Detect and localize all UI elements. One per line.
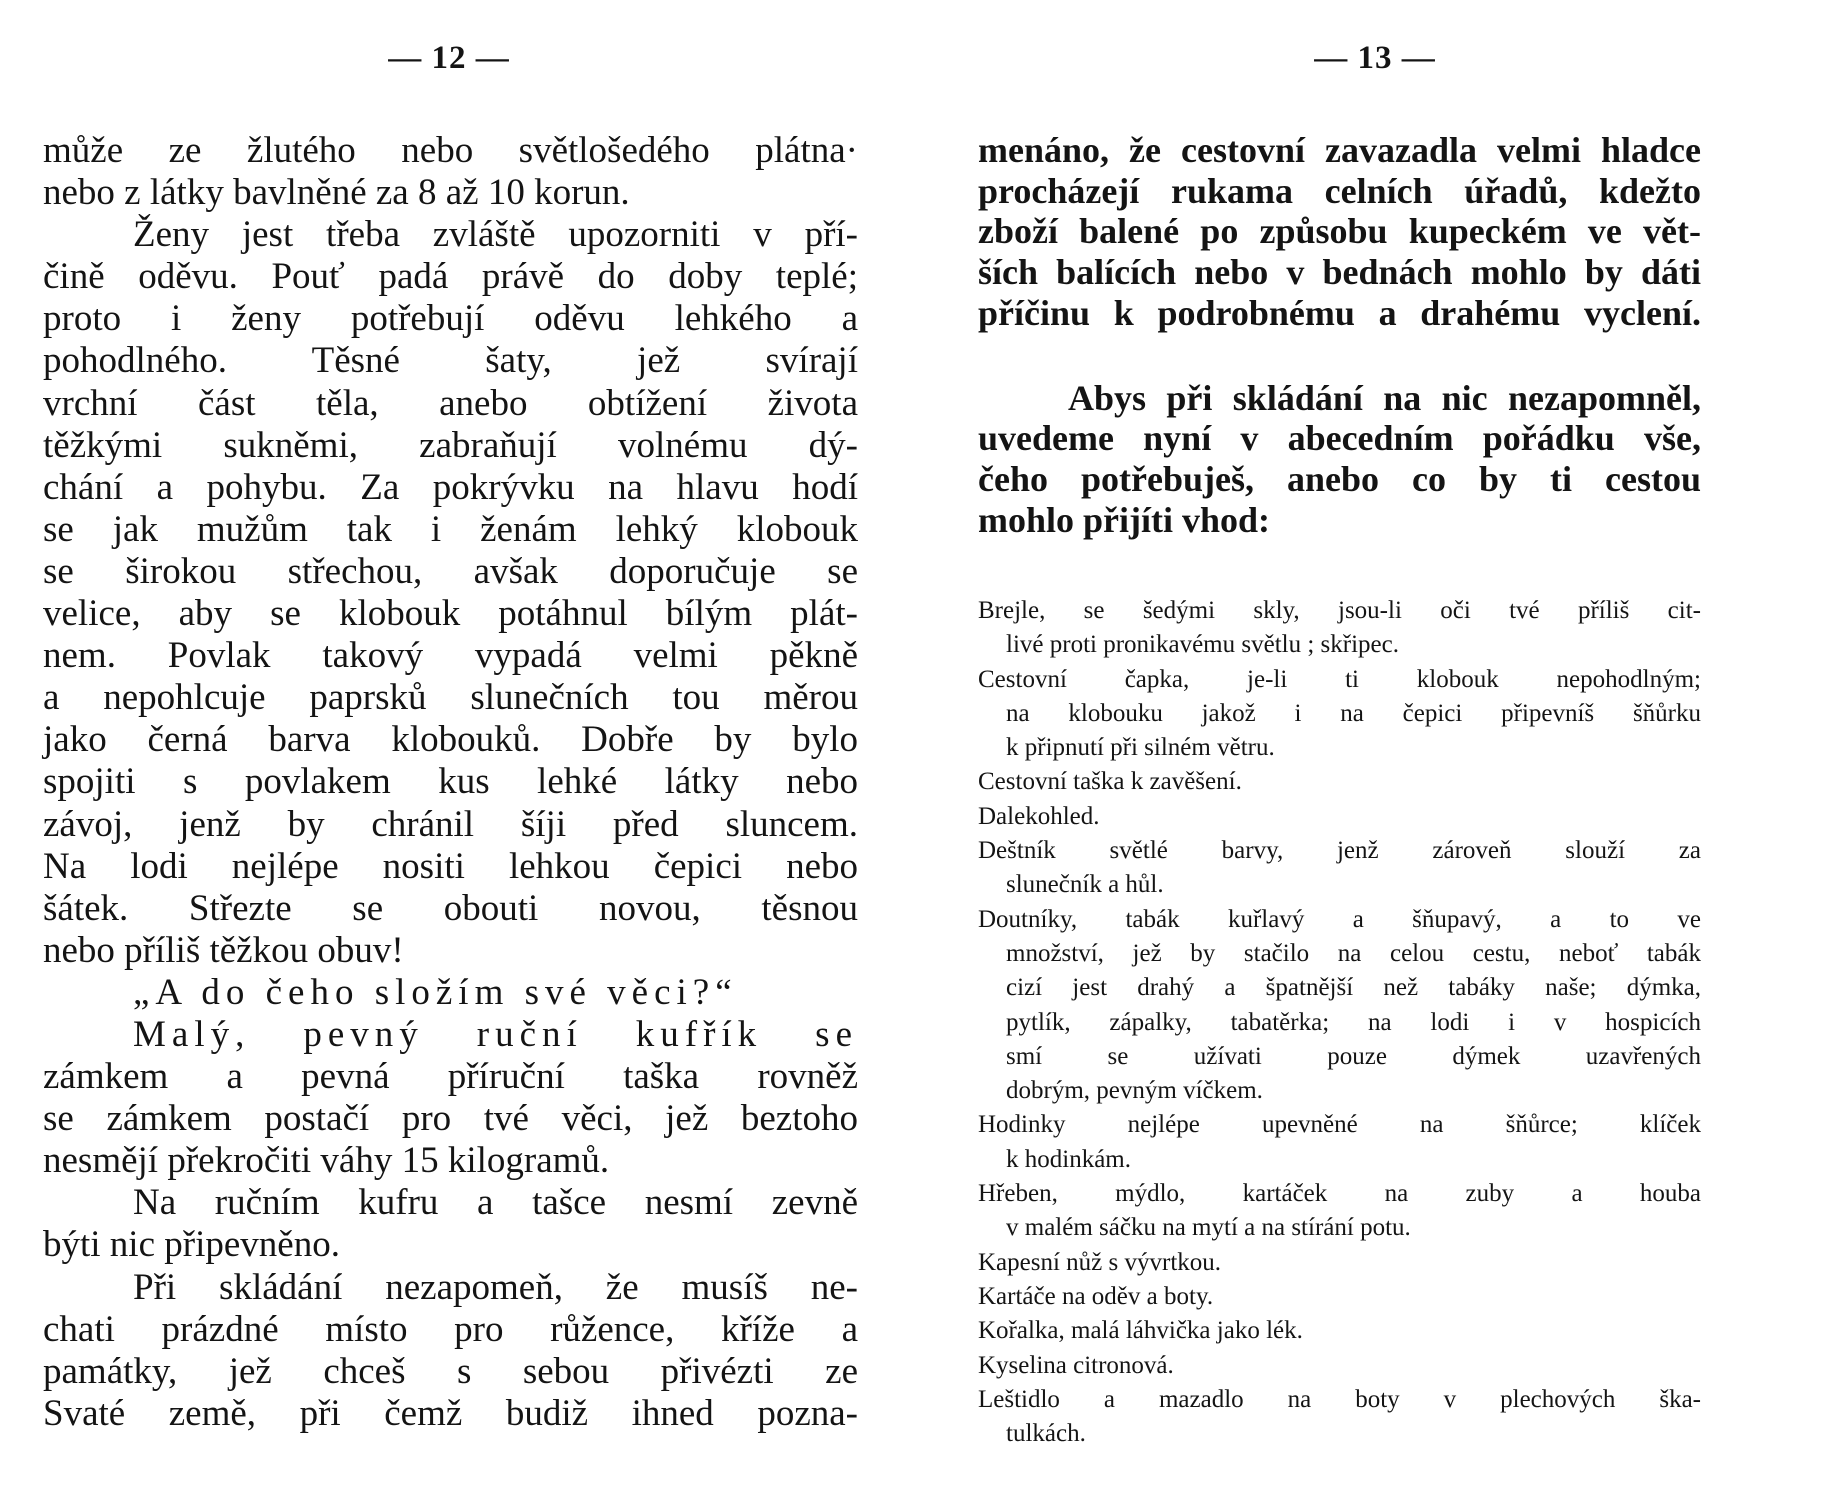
list-item-continuation: k připnutí při silném větru. xyxy=(1006,734,1275,762)
text-line: jako černá barva klobouků. Dobře by bylo xyxy=(43,719,858,761)
list-item-line: Leštidlo a mazadlo na boty v plechových ška- xyxy=(978,1385,1701,1413)
list-item-continuation: tulkách. xyxy=(1006,1420,1086,1448)
list-item xyxy=(978,663,1701,766)
text-line: „A do čeho složím své věci?“ xyxy=(133,971,738,1013)
list-item xyxy=(978,1349,1701,1383)
list-item-line: Cestovní čapka, je-li ti klobouk nepohodlným; xyxy=(978,665,1701,693)
text-line: se širokou střechou, avšak doporučuje se xyxy=(43,550,858,592)
list-item-line: Kartáče na oděv a boty. xyxy=(978,1282,1214,1310)
text-line: chání a pohybu. Za pokrývku na hlavu hodí xyxy=(43,466,858,508)
text-line: velice, aby se klobouk potáhnul bílým plát- xyxy=(43,593,858,635)
list-item-continuation: v malém sáčku na mytí a na stírání potu. xyxy=(1006,1214,1411,1242)
text-line: těžkými sukněmi, zabraňují volnému dý- xyxy=(43,424,858,466)
page-number-right: — 13 — xyxy=(1314,40,1436,76)
list-item-line: Kyselina citronová. xyxy=(978,1351,1174,1379)
text-line: nebo příliš těžkou obuv! xyxy=(43,929,404,971)
page-number-left: — 12 — xyxy=(388,40,510,76)
list-item xyxy=(978,1280,1701,1314)
text-line: chati prázdné místo pro růžence, kříže a xyxy=(43,1308,858,1350)
right-page-body xyxy=(978,130,1701,540)
text-line: ších balících nebo v bednách mohlo by dáti xyxy=(978,252,1701,293)
text-line: a nepohlcuje paprsků slunečních tou měrou xyxy=(43,677,858,719)
text-line: Abys při skládání na nic nezapomněl, xyxy=(1068,377,1701,418)
text-line: býti nic připevněno. xyxy=(43,1224,340,1266)
list-item-line: Deštník světlé barvy, jenž zároveň slouží za xyxy=(978,837,1701,865)
text-line: procházejí rukama celních úřadů, kdežto xyxy=(978,170,1701,211)
list-item-line: Cestovní taška k zavěšení. xyxy=(978,768,1242,796)
list-item-line: Doutníky, tabák kuřlavý a šňupavý, a to ve xyxy=(978,905,1701,933)
list-item xyxy=(978,1314,1701,1348)
text-line: Při skládání nezapomeň, že musíš ne- xyxy=(133,1266,858,1308)
list-item-line: Kapesní nůž s vývrtkou. xyxy=(978,1248,1222,1276)
list-item-continuation: množství, jež by stačilo na celou cestu, neboť tabák xyxy=(1006,939,1701,967)
list-item-continuation: dobrým, pevným víčkem. xyxy=(1006,1077,1263,1105)
text-line: spojiti s povlakem kus lehké látky nebo xyxy=(43,761,858,803)
text-line: zámkem a pevná příruční taška rovněž xyxy=(43,1056,858,1098)
list-item xyxy=(978,1177,1701,1246)
text-line: nesmějí překročiti váhy 15 kilogramů. xyxy=(43,1140,610,1182)
text-line: se zámkem postačí pro tvé věci, jež beztoho xyxy=(43,1098,858,1140)
list-item xyxy=(978,1108,1701,1177)
text-line: Malý, pevný ruční kufřík se xyxy=(133,1013,858,1055)
packing-list xyxy=(978,594,1701,1451)
list-item xyxy=(978,1383,1701,1452)
list-item-continuation: na klobouku jakož i na čepici připevníš šňůrku xyxy=(1006,699,1701,727)
text-line: se jak mužům tak i ženám lehký klobouk xyxy=(43,508,858,550)
list-item-line: Dalekohled. xyxy=(978,802,1100,830)
list-item xyxy=(978,594,1701,663)
text-line: může ze žlutého nebo světlošedého plátna· xyxy=(43,130,858,171)
right-page xyxy=(914,0,1828,1500)
list-item-line: Hřeben, mýdlo, kartáček na zuby a houba xyxy=(978,1180,1701,1208)
text-line: vrchní část těla, anebo obtížení života xyxy=(43,382,858,424)
list-item xyxy=(978,765,1701,799)
text-line: závoj, jenž by chránil šíji před sluncem. xyxy=(43,803,858,845)
paragraph-gap xyxy=(978,334,1701,378)
text-line: nem. Povlak takový vypadá velmi pěkně xyxy=(43,635,858,677)
list-item-continuation: cizí jest drahý a špatnější než tabáky naše; dýmka, xyxy=(1006,974,1701,1002)
text-line: čeho potřebuješ, anebo co by ti cestou xyxy=(978,458,1701,499)
text-line: památky, jež chceš s sebou přivézti ze xyxy=(43,1350,858,1392)
list-item-continuation: k hodinkám. xyxy=(1006,1145,1131,1173)
list-item-continuation: pytlík, zápalky, tabatěrka; na lodi i v hospicích xyxy=(1006,1008,1701,1036)
list-item-continuation: livé proti pronikavému světlu ; skřipec. xyxy=(1006,631,1399,659)
text-line: čině oděvu. Pouť padá právě do doby teplé; xyxy=(43,256,858,298)
text-line: mohlo přijíti vhod: xyxy=(978,499,1271,540)
list-item xyxy=(978,903,1701,1109)
text-line: nebo z látky bavlněné za 8 až 10 korun. xyxy=(43,172,630,214)
list-item xyxy=(978,800,1701,834)
text-line: příčinu k podrobnému a drahému vyclení. xyxy=(978,292,1701,333)
list-item xyxy=(978,1246,1701,1280)
left-page-body xyxy=(43,130,858,1435)
text-line: Na ručním kufru a tašce nesmí zevně xyxy=(133,1182,858,1224)
text-line: pohodlného. Těsné šaty, jež svírají xyxy=(43,340,858,382)
list-item-line: Hodinky nejlépe upevněné na šňůrce; klíček xyxy=(978,1111,1701,1139)
list-item-continuation: smí se užívati pouze dýmek uzavřených xyxy=(1006,1042,1701,1070)
list-item xyxy=(978,834,1701,903)
list-item-continuation: slunečník a hůl. xyxy=(1006,871,1164,899)
text-line: uvedeme nyní v abecedním pořádku vše, xyxy=(978,418,1701,459)
text-line: zboží balené po způsobu kupeckém ve vět- xyxy=(978,211,1701,252)
text-line: proto i ženy potřebují oděvu lehkého a xyxy=(43,298,858,340)
text-line: Svaté země, při čemž budiž ihned pozna- xyxy=(43,1392,858,1434)
list-item-line: Brejle, se šedými skly, jsou-li oči tvé příliš cit- xyxy=(978,597,1701,624)
text-line: Na lodi nejlépe nositi lehkou čepici nebo xyxy=(43,845,858,887)
text-line: šátek. Střezte se obouti novou, těsnou xyxy=(43,887,858,929)
text-line: Ženy jest třeba zvláště upozorniti v pří- xyxy=(133,214,858,256)
text-line: menáno, že cestovní zavazadla velmi hladce xyxy=(978,130,1701,170)
list-item-line: Kořalka, malá láhvička jako lék. xyxy=(978,1317,1303,1345)
